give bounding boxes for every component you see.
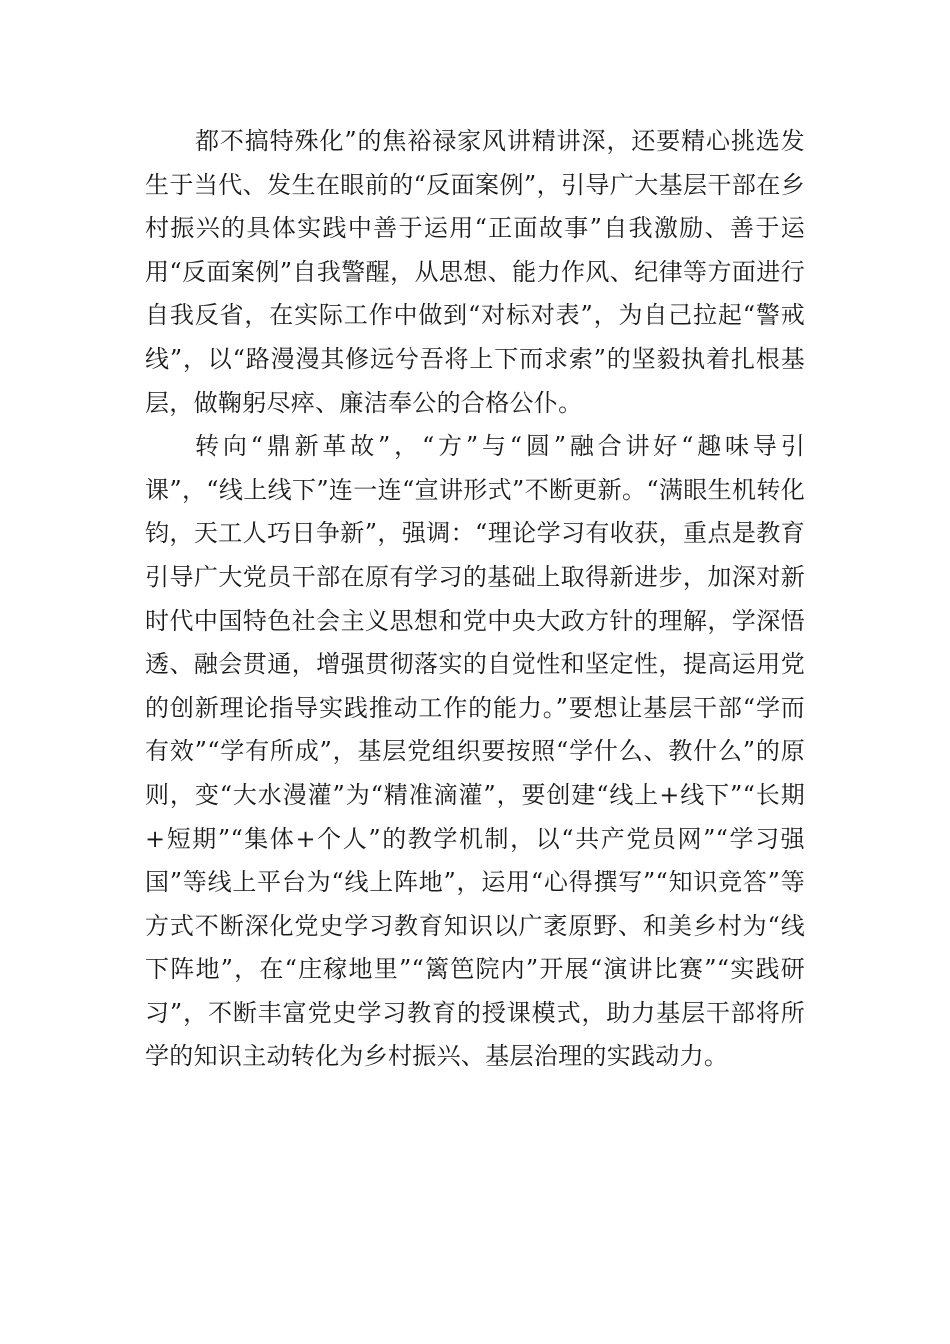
paragraph-2: 转向“鼎新革故”，“方”与“圆”融合讲好“趣味导引课”，“线上线下”连一连“宣讲形式”不断更新。“满眼生机转化钧，天工人巧日争新”，强调：“理论学习有收获，重点是教育引导广大党员干部在原有学习的基础上取得新进步，加深对新时代中国特色社会主义思想和党中央大政方针的理解，学深悟透、融会贯通，增强贯彻落实的自觉性和坚定性，提高运用党的创新理论指导实践推动工作的能力。”要想让基层干部“学而有效”“学有所成”，基层党组织要按照“学什么、教什么”的原则，变“大水漫灌”为“精准滴灌”，要创建“线上+线下”“长期+短期”“集体+个人”的教学机制，以“共产党员网”“学习强国”等线上平台为“线上阵地”，运用“心得撰写”“知识竞答”等方式不断深化党史学习教育知识以广袤原野、和美乡村为“线下阵地”，在“庄稼地里”“篱笆院内”开展“演讲比赛”“实践研习”，不断丰富党史学习教育的授课模式，助力基层干部将所学的知识主动转化为乡村振兴、基层治理的实践动力。	[145, 432, 805, 1071]
paragraph-1: 都不搞特殊化”的焦裕禄家风讲精讲深，还要精心挑选发生于当代、发生在眼前的“反面案例”，引导广大基层干部在乡村振兴的具体实践中善于运用“正面故事”自我激励、善于运用“反面案例”自我警醒，从思想、能力作风、纪律等方面进行自我反省，在实际工作中做到“对标对表”，为自己拉起“警戒线”，以“路漫漫其修远兮吾将上下而求索”的坚毅执着扎根基层，做鞠躬尽瘁、廉洁奉公的合格公仆。	[145, 127, 805, 417]
body-text	[145, 120, 805, 1079]
